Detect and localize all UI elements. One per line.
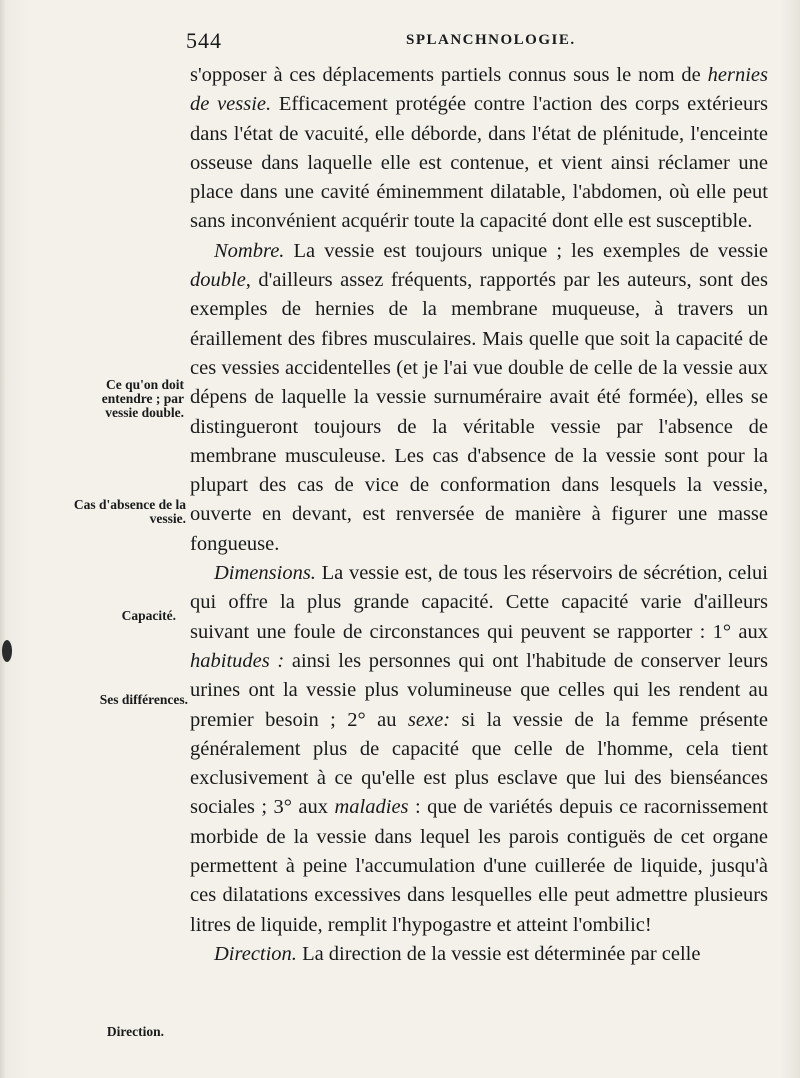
margin-note-vessie-double: Ce qu'on doit entendre ; par vessie double. bbox=[101, 377, 184, 420]
text-run: ainsi les personnes qui ont l'habitude de conserver leurs urines ont la vessie plus volumineuse que celles qui les rendent au premier besoin ; 2° au bbox=[190, 649, 768, 731]
italic-term: double bbox=[190, 269, 246, 292]
running-head: SPLANCHNOLOGIE. bbox=[406, 32, 576, 48]
text-run: : que de variétés depuis ce racornissement morbide de la vessie dans lequel les parois contiguës de cet organe permettent à peine l'accumulation d'une cuillerée de liquide, jusqu'à ces dilatations excessives dans lesquelles elle peut admettre plusieurs litres de liquide, remplit l'hypogastre et atteint l'ombilic! bbox=[190, 796, 768, 936]
ink-blot bbox=[2, 640, 12, 662]
text-run: La vessie est, de tous les réservoirs de sécrétion, celui qui offre la plus grande capacité. Cette capacité varie d'ailleurs suivant une foule de circonstances qui peuvent se rapporter : 1° aux bbox=[190, 562, 768, 643]
page-number: 544 bbox=[186, 28, 222, 53]
paragraph-dimensions bbox=[190, 559, 768, 940]
text-run: La vessie est toujours unique ; les exemples de vessie bbox=[284, 239, 768, 262]
text-run: , d'ailleurs assez fréquents, rapportés par les auteurs, sont des exemples de hernies de la membrane muqueuse, à travers un éraillement des fibres musculaires. Mais quelle que soit la capacité de ces vessies accidentelles (et je l'ai vue double de celle de la vessie aux dépens de laquelle la vessie surnuméraire avait été formée), elles se distingueront toujours de la véritable vessie par l'absence de membrane musculeuse. Les cas d'absence de la vessie sont pour la plupart des cas de vice de conformation dans lesquels la vessie, ouverte en devant, est renversée de manière à figurer une masse fongueuse. bbox=[190, 269, 768, 555]
italic-term: sexe: bbox=[407, 708, 451, 731]
italic-term: hernies de vessie. bbox=[190, 64, 768, 116]
paragraph-nombre bbox=[190, 237, 768, 559]
section-heading: Nombre. bbox=[214, 239, 285, 262]
italic-term: maladies bbox=[334, 796, 409, 819]
section-heading: Dimensions. bbox=[214, 562, 316, 585]
margin-note-direction: Direction. bbox=[106, 1024, 164, 1039]
paragraph-hernies bbox=[190, 61, 768, 237]
text-run: s'opposer à ces déplacements partiels connus sous le nom de bbox=[190, 64, 708, 86]
text-run: Efficacement protégée contre l'action des corps extérieurs dans l'état de vacuité, elle déborde, dans l'état de plénitude, l'enceinte osseuse dans laquelle elle est contenue, et vient ainsi réclamer une place dans une cavité éminemment dilatable, l'abdomen, où elle peut sans inconvénient acquérir toute la capacité dont elle est susceptible. bbox=[190, 93, 768, 233]
margin-note-differences: Ses différences. bbox=[99, 692, 188, 707]
text-run: La direction de la vessie est déterminée par celle bbox=[296, 942, 701, 965]
paragraph-direction bbox=[190, 940, 768, 969]
section-heading: Direction. bbox=[214, 942, 297, 965]
text-run: si la vessie de la femme présente généralement plus de capacité que celle de l'homme, cela tient exclusivement à ce qu'elle est plus esclave que lui des bienséances sociales ; 3° aux bbox=[190, 708, 768, 819]
margin-note-capacite: Capacité. bbox=[121, 608, 176, 623]
italic-term: habitudes : bbox=[190, 649, 285, 672]
page-header bbox=[186, 28, 764, 58]
body-text bbox=[190, 61, 768, 969]
margin-note-absence: Cas d'absence de la vessie. bbox=[73, 497, 186, 526]
